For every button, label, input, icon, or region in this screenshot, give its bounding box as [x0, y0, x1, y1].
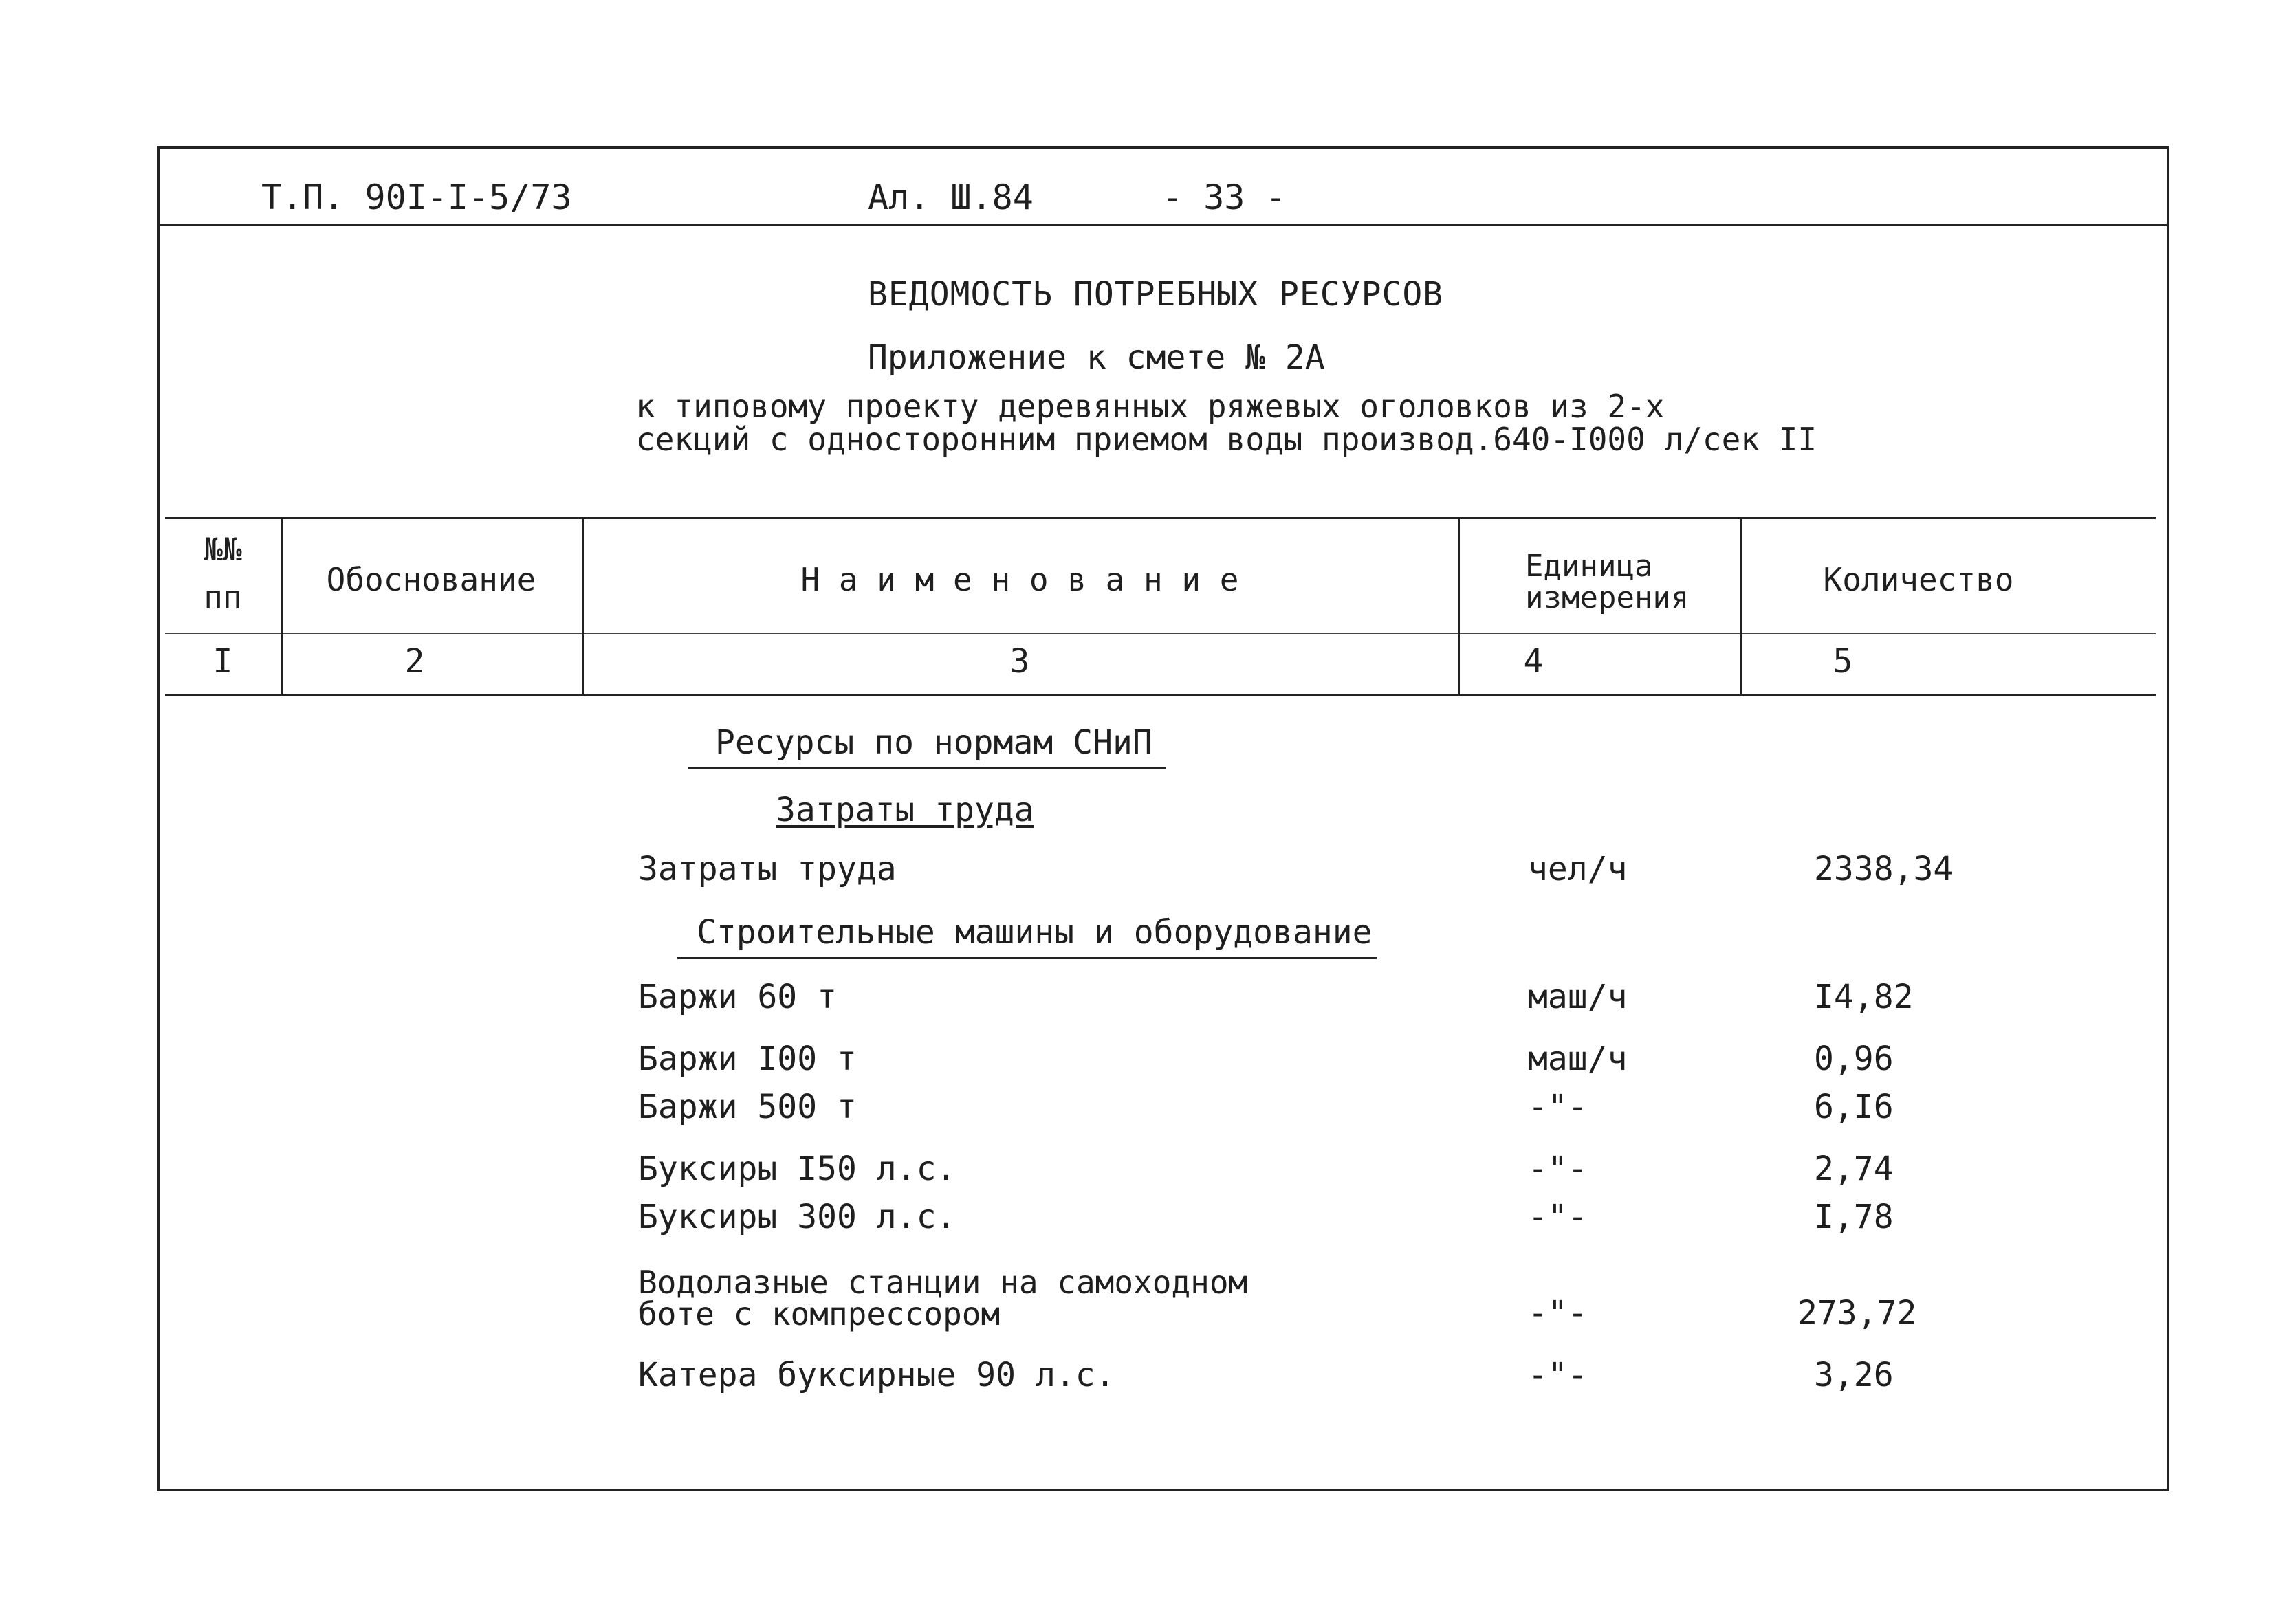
row-name: Баржи 60 т [638, 978, 837, 1016]
table-numbers-divider [165, 694, 2156, 696]
row-qty: 2,74 [1814, 1150, 1894, 1188]
section-resources-title: Ресурсы по нормам СНиП [688, 723, 1166, 769]
page-number: - 33 - [1162, 177, 1287, 217]
document-subtitle: Приложение к смете № 2А [868, 338, 1325, 377]
header-number-line1: №№ [204, 531, 242, 568]
row-unit: маш/ч [1528, 1040, 1628, 1078]
row-unit: -"- [1528, 1150, 1588, 1188]
row-name: Катера буксирные 90 л.с. [638, 1356, 1115, 1394]
row-qty: 0,96 [1814, 1040, 1894, 1078]
row-name: Буксиры I50 л.с. [638, 1150, 956, 1188]
album-number: Ал. Ш.84 [868, 177, 1034, 217]
row-unit: -"- [1528, 1198, 1588, 1236]
doc-code: Т.П. 90I-I-5/73 [261, 177, 572, 217]
row-qty: 273,72 [1797, 1294, 1917, 1332]
row-qty: I,78 [1814, 1198, 1894, 1236]
header-unit-line2: измерения [1525, 580, 1690, 615]
header-number-line2: пп [204, 579, 242, 616]
section-machines-title: Строительные машины и оборудование [677, 913, 1377, 959]
row-name: Буксиры 300 л.с. [638, 1198, 956, 1236]
description-line-1: к типовому проекту деревянных ряжевых оголовков из 2-х [636, 388, 1665, 425]
row-qty: 3,26 [1814, 1356, 1894, 1394]
document-title: ВЕДОМОСТЬ ПОТРЕБНЫХ РЕСУРСОВ [868, 275, 1444, 314]
table-header-divider [165, 633, 2156, 634]
row-name-continued: боте с компрессором [638, 1295, 1001, 1332]
row-unit: -"- [1528, 1088, 1588, 1126]
row-name: Затраты труда [638, 850, 897, 888]
table-top-border [165, 517, 2156, 519]
row-qty: 6,I6 [1814, 1088, 1894, 1126]
header-unit-line1: Единица [1525, 549, 1653, 584]
row-unit: маш/ч [1528, 978, 1628, 1016]
header-name: Н а и м е н о в а н и е [800, 561, 1239, 598]
row-qty: I4,82 [1814, 978, 1914, 1016]
row-name: Баржи I00 т [638, 1040, 857, 1078]
col-number-4: 4 [1523, 642, 1544, 681]
description-line-2: секций с односторонним приемом воды производ.640-I000 л/сек II [636, 421, 1817, 458]
row-name: Водолазные станции на самоходном [638, 1264, 1248, 1301]
row-unit: -"- [1528, 1356, 1588, 1394]
header-divider [157, 224, 2169, 226]
col-number-1: I [212, 642, 233, 681]
row-qty: 2338,34 [1814, 850, 1954, 888]
row-unit: чел/ч [1528, 850, 1628, 888]
section-labor-title: Затраты труда [776, 791, 1034, 829]
header-quantity: Количество [1823, 561, 2014, 598]
col-number-5: 5 [1833, 642, 1853, 681]
row-name: Баржи 500 т [638, 1088, 857, 1126]
col-number-3: 3 [1009, 642, 1030, 681]
col-number-2: 2 [404, 642, 425, 681]
row-unit: -"- [1528, 1294, 1588, 1332]
header-basis: Обоснование [326, 561, 536, 598]
